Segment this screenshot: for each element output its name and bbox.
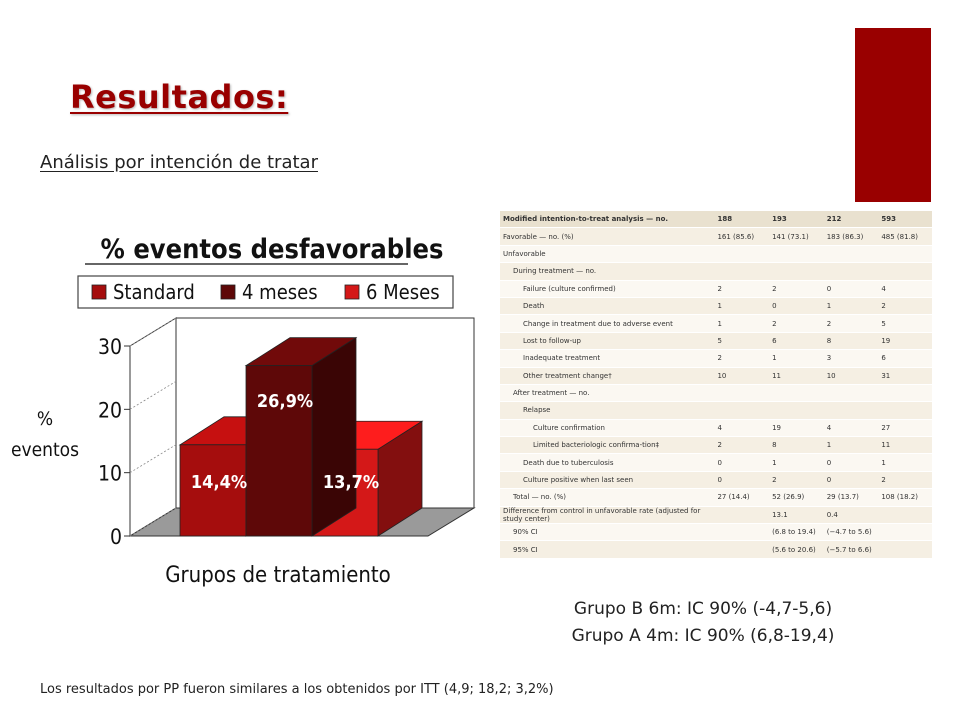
table-row (500, 489, 932, 506)
table-cell: 6 (877, 350, 932, 367)
table-cell (823, 245, 878, 262)
table-cell: 1 (823, 437, 878, 454)
table-cell: 1 (713, 315, 768, 332)
table-row (500, 350, 932, 367)
table-cell (713, 384, 768, 401)
ci-line-group-b: Grupo B 6m: IC 90% (-4,7-5,6) (573, 599, 833, 619)
table-cell: 1 (768, 350, 823, 367)
table-cell (713, 524, 768, 541)
legend-label-0: Standard (113, 280, 195, 304)
table-cell: 0 (823, 471, 878, 488)
left-wall (130, 318, 176, 536)
table-row (500, 211, 932, 228)
table-cell: 0 (823, 454, 878, 471)
table-cell (877, 402, 932, 419)
bar-chart (0, 225, 490, 595)
table-row (500, 454, 932, 471)
table-cell: 593 (877, 211, 932, 228)
bar-side-1 (312, 338, 356, 536)
table-cell: 485 (81.8) (877, 228, 932, 245)
table-row (500, 297, 932, 314)
table-cell: 4 (713, 419, 768, 436)
chart-title: % eventos desfavorables (100, 234, 444, 265)
accent-bar (855, 28, 931, 202)
data-label-1: 26,9% (256, 391, 314, 412)
ci-line-group-a: Grupo A 4m: IC 90% (6,8-19,4) (571, 626, 835, 646)
table-cell: 141 (73.1) (768, 228, 823, 245)
table-row (500, 402, 932, 419)
footnote: Los resultados por PP fueron similares a los obtenidos por ITT (4,9; 18,2; 3,2%) (40, 682, 554, 697)
table-cell: 0 (713, 454, 768, 471)
y-axis-label-line1: % (36, 408, 54, 430)
table-cell: 0 (768, 297, 823, 314)
table-cell (823, 402, 878, 419)
table-row-label: Modified intention-to-treat analysis — no. (500, 211, 713, 228)
table-row-label: Culture confirmation (500, 419, 713, 436)
page-subtitle: Análisis por intención de tratar (40, 152, 318, 173)
table-row-label: Lost to follow-up (500, 332, 713, 349)
table-cell (877, 506, 932, 523)
table-cell: 11 (877, 437, 932, 454)
table-cell: 1 (768, 454, 823, 471)
table-cell: 10 (713, 367, 768, 384)
results-table (500, 211, 932, 584)
y-tick-label-3: 30 (97, 335, 122, 359)
table-cell: 0.4 (823, 506, 878, 523)
table-cell (713, 402, 768, 419)
table-cell: 193 (768, 211, 823, 228)
table-row-label: Unfavorable (500, 245, 713, 262)
table-row-label: Death (500, 297, 713, 314)
table-cell: 5 (877, 315, 932, 332)
table-cell: 19 (768, 419, 823, 436)
table-row-label: Culture positive when last seen (500, 471, 713, 488)
legend-swatch-2 (345, 285, 359, 299)
table-row (500, 419, 932, 436)
table-row (500, 245, 932, 262)
table-cell: 27 (877, 419, 932, 436)
table-row-label: Failure (culture confirmed) (500, 280, 713, 297)
page-title: Resultados: (70, 78, 289, 116)
table-row (500, 506, 932, 523)
table-cell (877, 524, 932, 541)
table-cell: 161 (85.6) (713, 228, 768, 245)
table-cell: 4 (823, 419, 878, 436)
results-table-grid (500, 211, 932, 559)
table-cell: 2 (713, 350, 768, 367)
confidence-intervals (545, 596, 861, 650)
table-row-label: Inadequate treatment (500, 350, 713, 367)
table-cell: (5.6 to 20.6) (768, 541, 823, 558)
table-cell: 8 (823, 332, 878, 349)
table-cell: 1 (823, 297, 878, 314)
table-cell (768, 402, 823, 419)
table-row-label: During treatment — no. (500, 263, 713, 280)
table-cell: 10 (823, 367, 878, 384)
table-cell: 2 (768, 280, 823, 297)
data-label-2: 13,7% (322, 472, 380, 493)
table-cell: 4 (877, 280, 932, 297)
table-cell: 11 (768, 367, 823, 384)
table-row (500, 228, 932, 245)
table-row (500, 332, 932, 349)
table-cell (877, 245, 932, 262)
table-cell (877, 384, 932, 401)
table-cell: (−5.7 to 6.6) (823, 541, 878, 558)
table-cell: 2 (823, 315, 878, 332)
table-cell (713, 541, 768, 558)
table-cell (713, 506, 768, 523)
table-cell: 0 (823, 280, 878, 297)
table-row-label: Total — no. (%) (500, 489, 713, 506)
table-row (500, 437, 932, 454)
table-cell: 108 (18.2) (877, 489, 932, 506)
table-cell: 2 (768, 315, 823, 332)
table-cell (877, 541, 932, 558)
table-cell: 2 (713, 437, 768, 454)
table-row (500, 263, 932, 280)
table-cell: 29 (13.7) (823, 489, 878, 506)
table-cell: 212 (823, 211, 878, 228)
x-axis-label: Grupos de tratamiento (165, 563, 391, 588)
table-cell: 27 (14.4) (713, 489, 768, 506)
table-cell: 2 (877, 471, 932, 488)
table-row-label: Difference from control in unfavorable rate (adjusted for study center) (500, 506, 713, 523)
table-row (500, 524, 932, 541)
table-cell (768, 263, 823, 280)
y-tick-label-0: 0 (109, 525, 122, 549)
table-row-label: Death due to tuberculosis (500, 454, 713, 471)
table-cell: (−4.7 to 5.6) (823, 524, 878, 541)
table-cell (768, 384, 823, 401)
table-cell (713, 245, 768, 262)
table-cell: 183 (86.3) (823, 228, 878, 245)
table-cell: 19 (877, 332, 932, 349)
table-row (500, 541, 932, 558)
table-cell (877, 263, 932, 280)
table-cell (823, 263, 878, 280)
table-row (500, 367, 932, 384)
table-cell: 3 (823, 350, 878, 367)
table-cell (768, 245, 823, 262)
table-row-label: Other treatment change† (500, 367, 713, 384)
table-cell: 31 (877, 367, 932, 384)
table-cell: 1 (713, 297, 768, 314)
y-tick-label-1: 10 (97, 461, 122, 486)
table-row-label: Limited bacteriologic confirma-tion‡ (500, 437, 713, 454)
legend-swatch-1 (221, 285, 235, 299)
table-row (500, 471, 932, 488)
legend-label-1: 4 meses (242, 280, 318, 304)
table-cell (713, 263, 768, 280)
table-row-label: 95% CI (500, 541, 713, 558)
table-cell: 2 (877, 297, 932, 314)
table-cell (823, 384, 878, 401)
table-cell: 13.1 (768, 506, 823, 523)
legend-swatch-0 (92, 285, 106, 299)
data-label-0: 14,4% (190, 472, 248, 493)
table-row-label: Favorable — no. (%) (500, 228, 713, 245)
table-cell: 6 (768, 332, 823, 349)
table-cell: 52 (26.9) (768, 489, 823, 506)
table-cell: 2 (713, 280, 768, 297)
table-row-label: 90% CI (500, 524, 713, 541)
table-cell: 0 (713, 471, 768, 488)
table-cell: 188 (713, 211, 768, 228)
table-cell: 8 (768, 437, 823, 454)
table-cell: 5 (713, 332, 768, 349)
table-row (500, 280, 932, 297)
table-cell: 2 (768, 471, 823, 488)
table-cell: 1 (877, 454, 932, 471)
table-row (500, 315, 932, 332)
legend-label-2: 6 Meses (366, 280, 440, 304)
y-tick-label-2: 20 (97, 398, 122, 423)
table-row-label: After treatment — no. (500, 384, 713, 401)
table-cell: (6.8 to 19.4) (768, 524, 823, 541)
y-axis-label-line2: eventos (10, 439, 80, 461)
table-row-label: Relapse (500, 402, 713, 419)
table-row (500, 384, 932, 401)
table-row-label: Change in treatment due to adverse event (500, 315, 713, 332)
